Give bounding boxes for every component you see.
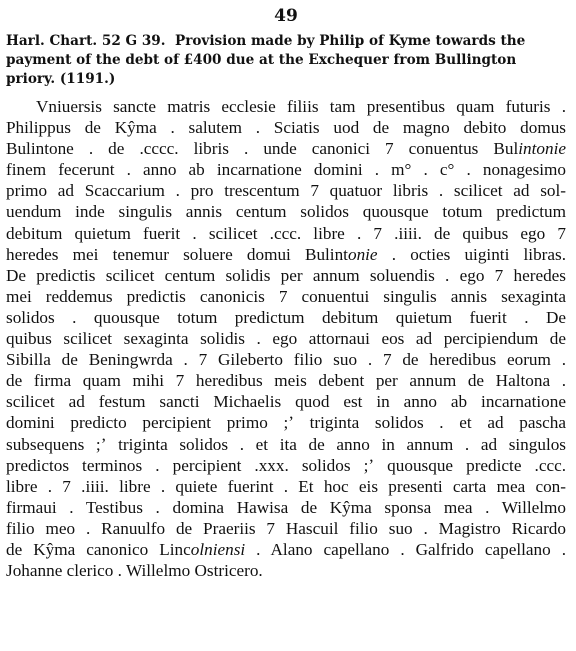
charter-line (6, 201, 566, 222)
charter-line (6, 117, 566, 138)
line-text: de Kŷma canonico Linc (6, 539, 191, 559)
page-number: 49 (274, 6, 298, 26)
line-text: predictos terminos . percipient .xxx. solidos ;ʼ quousque predicte .ccc. (6, 455, 566, 475)
charter-line (6, 244, 566, 265)
line-text: Sibilla de Beningwrda . 7 Gileberto filio suo . 7 de heredibus eorum . (6, 350, 566, 370)
italic-text: onie (347, 244, 378, 264)
line-text: Johanne clerico . Willelmo Ostricero. (6, 561, 263, 581)
charter-line (6, 286, 566, 307)
line-text: De predictis scilicet centum solidis per annum soluendis . ego 7 heredes (6, 265, 566, 285)
heading-reference: Harl. Chart. 52 G 39. (6, 33, 166, 49)
charter-line (6, 434, 566, 455)
charter-line (6, 455, 566, 476)
line-text: . octies uiginti libras. (377, 244, 566, 264)
line-text: libre . 7 .iiii. libre . quiete fuerint . Et hoc eis presenti carta mea con- (6, 476, 566, 496)
charter-line (6, 391, 566, 412)
charter-line (6, 518, 566, 539)
charter-text (6, 96, 566, 581)
charter-line (6, 138, 566, 159)
line-text: heredes mei tenemur soluere domui Bulint (6, 244, 348, 264)
heading-title: Provision made by Philip of Kyme towards the payment of the debt of £400 due at the Exchequer from Bullington priory. (6, 33, 526, 87)
charter-line (6, 560, 566, 581)
line-text: subsequens ;ʼ triginta solidos . et ita de anno in annum . ad singulos (6, 434, 566, 454)
heading-date: (1191.) (59, 71, 116, 87)
line-text: Vniuersis sancte matris ecclesie filiis tam presentibus quam futuris . (36, 97, 566, 116)
line-text: scilicet ad festum sancti Michaelis quod est in anno ab incarnatione (6, 392, 566, 412)
line-text: finem fecerunt . anno ab incarnatione domini . m° . c° . nonagesimo (6, 160, 566, 180)
line-text: solidos . quousque totum predictum debitum quietum fuerit . De (6, 307, 566, 327)
charter-line (6, 476, 566, 497)
charter-line (6, 370, 566, 391)
charter-line (6, 223, 566, 244)
charter-line (6, 497, 566, 518)
line-text: primo ad Scaccarium . pro trescentum 7 quatuor libris . scilicet ad sol- (6, 181, 566, 201)
line-text: firmaui . Testibus . domina Hawisa de Kŷma sponsa mea . Willelmo (6, 497, 566, 517)
line-text: . Alano capellano . Galfrido capellano . (245, 539, 566, 559)
charter-line (6, 328, 566, 349)
line-text: filio meo . Ranuulfo de Praeriis 7 Hascuil filio suo . Magistro Ricardo (6, 518, 566, 538)
charter-line (6, 349, 566, 370)
charter-line (6, 307, 566, 328)
line-text: domini predicto percipient primo ;ʼ triginta solidos . et ad pascha (6, 413, 566, 433)
line-text: de firma quam mihi 7 heredibus meis debent per annum de Haltona . (6, 371, 566, 391)
line-text: mei reddemus predictis canonicis 7 conuentui singulis annis sexaginta (6, 286, 566, 306)
line-text: uendum inde singulis annis centum solidos quousque totum predictum (6, 202, 566, 222)
line-text: debitum quietum fuerit . scilicet .ccc. libre . 7 .iiii. de quibus ego 7 (6, 223, 566, 243)
charter-line (6, 159, 566, 180)
italic-text: intonie (518, 139, 566, 159)
charter-line (6, 96, 566, 117)
document-heading (6, 32, 566, 89)
italic-text: olniensi (190, 539, 246, 559)
charter-line (6, 412, 566, 433)
line-text: Bulintone . de .cccc. libris . unde canonici 7 conuentus Bul (6, 139, 519, 159)
line-text: quibus scilicet sexaginta solidis . ego attornaui eos ad percipiendum de (6, 329, 566, 349)
charter-line (6, 265, 566, 286)
charter-line (6, 539, 566, 560)
charter-line (6, 180, 566, 201)
line-text: Philippus de Kŷma . salutem . Sciatis uod de magno debito domus (6, 118, 566, 138)
